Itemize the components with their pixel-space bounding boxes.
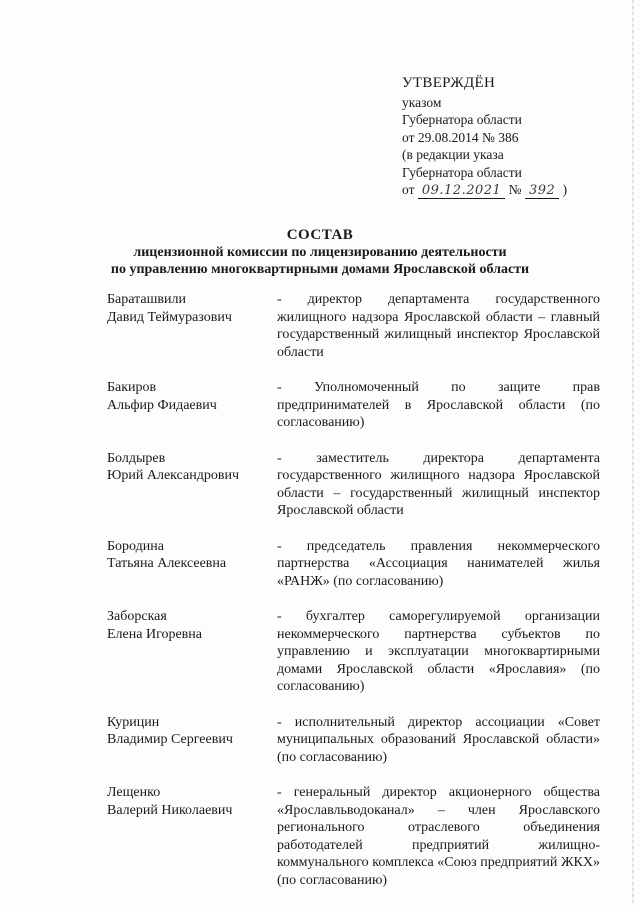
- member-name: [107, 608, 277, 696]
- approval-line: (в редакции указа: [402, 147, 504, 162]
- members-list: [107, 291, 600, 907]
- approval-line: от 29.08.2014 № 386: [402, 129, 519, 145]
- member-given-name: Татьяна Алексеевна: [107, 556, 227, 571]
- number-sign: №: [508, 182, 522, 197]
- member-name: [107, 291, 277, 361]
- member-given-name: Елена Игоревна: [107, 626, 202, 642]
- member-surname: Бородина: [107, 538, 164, 554]
- member-row: [107, 714, 600, 767]
- closing-paren: ): [562, 182, 568, 197]
- member-role: - директор департамента государственного жилищного надзора Ярославской области – главный государственный жилищный инспектор Ярославской области: [277, 292, 600, 360]
- member-role: - заместитель директора департамента государственного жилищного надзора Ярославской области – государственный жилищный инспектор Ярославской области: [277, 450, 600, 518]
- member-row: [107, 291, 600, 361]
- member-surname: Бакиров: [107, 380, 157, 395]
- scan-edge: [632, 0, 634, 905]
- member-row: [107, 379, 600, 432]
- date-prefix: от: [402, 182, 415, 197]
- member-role: - Уполномоченный по защите прав предпринимателей в Ярославской области (по согласованию): [277, 380, 600, 430]
- member-surname: Болдырев: [107, 450, 166, 466]
- member-given-name: Юрий Александрович: [107, 468, 239, 483]
- approval-stamp: [402, 75, 567, 199]
- member-surname: Бараташвили: [107, 292, 186, 307]
- member-given-name: Альфир Фидаевич: [107, 397, 217, 413]
- approval-line: указом: [402, 94, 442, 110]
- member-row: [107, 538, 600, 591]
- approval-line: Губернатора области: [402, 164, 522, 180]
- member-name: [107, 450, 277, 520]
- member-name: [107, 714, 277, 767]
- member-row: [107, 608, 600, 696]
- document-subtitle-line2: по управлению многоквартирными домами Ярославской области: [110, 262, 530, 277]
- member-name: [107, 538, 277, 591]
- document-subtitle-line1: лицензионной комиссии по лицензированию деятельности: [133, 245, 507, 260]
- member-role: - генеральный директор акционерного общества «Ярославльводоканал» – член Ярославского регионального отраслевого объединения работодателей предприятий жилищно-коммунального комплекса «Союз предприятий ЖКХ» (по согласованию): [277, 785, 600, 888]
- member-role: - бухгалтер саморегулируемой организации некоммерческого партнерства субъектов по управлению и эксплуатации многоквартирными домами Ярославской области «Ярославия» (по согласованию): [277, 609, 600, 694]
- approval-title: УТВЕРЖДЁН: [402, 75, 496, 91]
- member-given-name: Владимир Сергеевич: [107, 732, 233, 747]
- member-surname: Курицин: [107, 714, 160, 730]
- member-role: - исполнительный директор ассоциации «Совет муниципальных образований Ярославской области» (по согласованию): [277, 714, 600, 765]
- member-surname: Заборская: [107, 609, 167, 624]
- handwritten-date: 09.12.2021: [418, 184, 505, 199]
- member-name: [107, 784, 277, 889]
- member-name: [107, 379, 277, 432]
- approval-date-line: [402, 181, 567, 199]
- member-given-name: Валерий Николаевич: [107, 802, 233, 818]
- approval-line: Губернатора области: [402, 112, 522, 127]
- member-row: [107, 450, 600, 520]
- document-title: СОСТАВ: [286, 227, 354, 243]
- member-row: [107, 784, 600, 889]
- member-role: - председатель правления некоммерческого партнерства «Ассоциация нанимателей жилья «РАНЖ» (по согласованию): [277, 538, 600, 589]
- member-surname: Лещенко: [107, 785, 161, 800]
- handwritten-number: 392: [525, 184, 559, 199]
- member-given-name: Давид Теймуразович: [107, 309, 232, 325]
